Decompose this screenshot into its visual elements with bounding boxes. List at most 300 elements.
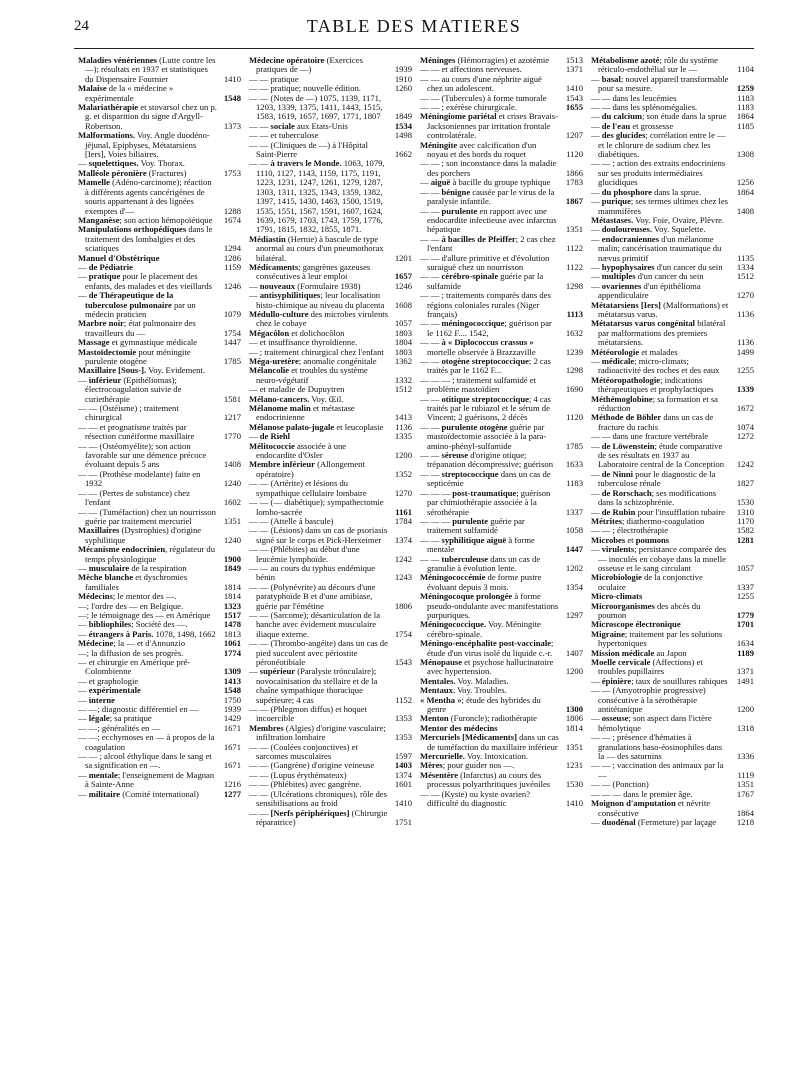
index-entry-page: 1785 xyxy=(565,440,583,451)
index-entry-text: — — (Ponction) xyxy=(591,779,649,790)
index-entry-text: — — pratique xyxy=(249,73,299,84)
index-entry-page: 1408 xyxy=(736,205,754,216)
index-entry-page: 1270 xyxy=(394,487,412,498)
index-entry-text: Météorologie et malades xyxy=(591,346,678,357)
index-entry-text: — ; traitement chirurgical chez l'enfant xyxy=(249,346,384,357)
index-entry-page: 1120 xyxy=(566,149,583,160)
index-entry xyxy=(249,583,412,611)
index-entry-page: 1671 xyxy=(223,741,241,752)
index-entry-page: 1413 xyxy=(394,412,412,423)
index-entry xyxy=(249,639,412,667)
index-entry xyxy=(78,272,241,291)
index-entry-text: Mentales. Voy. Maladies. xyxy=(420,675,509,686)
index-entry-text: — — (Gangrène) d'origine veineuse xyxy=(249,760,375,771)
index-entry-text: Menton (Furoncle); radiothérapie xyxy=(420,713,537,724)
index-entry xyxy=(78,508,241,527)
index-entry xyxy=(249,404,412,423)
index-entry-page: 1767 xyxy=(736,788,754,799)
index-entry-text: — — (Lésions) dans un cas de psoriasis signé sur le corps et Pick-Herxeimer xyxy=(249,525,388,545)
index-entry-text: — osseuse; son aspect dans l'ictère hémolytique xyxy=(591,713,712,733)
index-column-3 xyxy=(420,56,583,1078)
index-entry-page: 1633 xyxy=(565,459,583,470)
index-entry-text: Météoropathologie; indications thérapeutiques et prophylactiques xyxy=(591,374,714,395)
index-entry-text: — pratique pour le placement des enfants, des malades et des vieillards xyxy=(78,271,212,291)
index-entry-page: 1407 xyxy=(565,647,583,658)
index-entry xyxy=(591,75,754,94)
index-entry-page: 1512 xyxy=(736,271,754,282)
index-entry xyxy=(420,272,583,291)
index-entry xyxy=(78,790,241,799)
index-entry-text: Méningo-encéphalite post-vaccinale; étude d'un virus isolé du liquide c.-r. xyxy=(420,638,554,658)
index-entry xyxy=(420,112,583,140)
index-entry-page: 1351 xyxy=(736,779,754,790)
index-entry xyxy=(249,809,412,828)
index-entry-text: — — ; exérèse chirurgicale. xyxy=(420,102,517,113)
index-entry-text: Mentaux. Voy. Troubles. xyxy=(420,685,507,696)
index-entry-page: 1785 xyxy=(223,356,241,366)
index-entry-page: 1297 xyxy=(565,609,583,620)
index-entry xyxy=(591,376,754,395)
index-entry xyxy=(78,545,241,564)
index-entry-text: — — et tuberculose xyxy=(249,130,319,141)
index-entry-page: 1159 xyxy=(224,261,241,272)
index-entry xyxy=(591,131,754,159)
index-entry-text: — du phosphore dans la sprue. xyxy=(591,186,702,197)
index-entry xyxy=(249,263,412,282)
index-entry xyxy=(420,235,583,254)
index-entry-text: Malaise de la « médecine » expérimentale xyxy=(78,83,174,103)
index-entry-page: 1104 xyxy=(737,64,754,75)
index-entry-page: 1478 xyxy=(223,619,241,630)
index-entry xyxy=(78,573,241,592)
index-entry-page: 1601 xyxy=(394,779,412,790)
index-entry-page: 1864 xyxy=(736,807,754,818)
index-entry-text: Méga-uretère; anomalie congénitale xyxy=(249,356,377,366)
index-entry-page: 1774 xyxy=(223,647,241,658)
index-entry-text: Médullo-culture des microbes virulents chez le cobaye xyxy=(249,308,388,329)
index-entry-page: 1136 xyxy=(395,421,412,432)
index-entry-text: — de Riehl xyxy=(249,431,291,442)
index-entry xyxy=(591,235,754,263)
index-entry-page: 1690 xyxy=(565,384,583,395)
index-entry-text: Mélitococcie associée à une endocardite d'Osler xyxy=(249,440,347,461)
index-entry xyxy=(420,395,583,423)
index-entry-text: Mélanose palato-jugale et leucoplasie xyxy=(249,421,384,432)
index-entry-page: 1814 xyxy=(565,722,583,733)
index-entry xyxy=(591,733,754,761)
index-entry xyxy=(591,395,754,414)
index-entry-text: Mères; pour guider nos —. xyxy=(420,760,515,771)
index-entry xyxy=(591,282,754,301)
index-entry xyxy=(78,526,241,545)
index-entry-text: — de Rubin pour l'insufflation tubaire xyxy=(591,506,725,517)
index-entry-text: — — (Artérite) et lésions du sympathique cellulaire lombaire xyxy=(249,478,367,498)
index-entry-text: — — au cours d'une néphrite aiguë chez un adolescent. xyxy=(420,73,542,94)
index-entry-page: 1240 xyxy=(223,478,241,489)
index-entry xyxy=(591,442,754,470)
index-entry-page: 1804 xyxy=(394,337,412,348)
index-entry xyxy=(249,159,412,234)
index-entry-text: Mégacôlon et dolichocôlon xyxy=(249,327,345,338)
index-entry-text: — — à bacilles de Pfeiffer; 2 cas chez l'enfant xyxy=(420,233,556,254)
index-entry xyxy=(249,545,412,564)
index-column-1 xyxy=(78,56,241,1078)
index-entry-text: — épinière; taux de souillures rabiques xyxy=(591,675,728,686)
index-entry xyxy=(249,460,412,479)
index-entry-text: — — (Tuméfaction) chez un nourrisson guérie par traitement mercuriel xyxy=(78,506,216,526)
index-entry-page: 1512 xyxy=(394,384,412,395)
index-entry xyxy=(420,470,583,489)
index-entry-page: 1413 xyxy=(223,675,241,686)
index-entry xyxy=(591,159,754,187)
index-entry-page: 1543 xyxy=(394,657,412,667)
index-entry xyxy=(420,291,583,319)
index-entry-page: 1373 xyxy=(223,120,241,131)
index-entry-text: « Mentha »; étude des hybrides du genre xyxy=(420,694,541,715)
index-entry-text: — — (Cliniques de —) à l'Hôpital Saint-Pierre xyxy=(249,139,368,160)
index-entry-page: 1783 xyxy=(565,177,583,188)
index-entry xyxy=(78,658,241,677)
index-entry xyxy=(420,658,583,677)
index-entry xyxy=(78,348,241,367)
index-entry-page: 1867 xyxy=(565,196,583,207)
index-entry-text: Médiastin (Hernie) à bascule de type anormal au cours d'un pneumothorax bilatéral. xyxy=(249,233,384,263)
index-entry-page: 1256 xyxy=(736,177,754,188)
index-entry-text: Microbiologie de la conjonctive oculaire xyxy=(591,572,703,592)
index-entry-text: — — (Amyotrophie progressive) consécutive à la sérothérapie antitétanique xyxy=(591,685,706,715)
index-entry-page: 1351 xyxy=(223,515,241,526)
index-entry-page: 1202 xyxy=(565,562,583,573)
index-entry-page: 1288 xyxy=(223,205,241,216)
index-entry-page: 1751 xyxy=(394,816,412,827)
index-entry-text: Méningococcémie de forme pustre évoluant depuis 3 mois. xyxy=(420,572,542,592)
index-entry-text: Mission médicale au Japon xyxy=(591,647,687,658)
index-entry-page: 1753 xyxy=(223,167,241,178)
index-entry-page: 1136 xyxy=(737,337,754,348)
index-entry-page: 1074 xyxy=(736,421,754,432)
index-entry-text: — — — purulente guérie par traitement sulfamidé xyxy=(420,515,525,536)
index-entry-page: 1634 xyxy=(736,638,754,649)
index-entry xyxy=(591,630,754,649)
index-entry-page: 1779 xyxy=(736,609,754,620)
index-entry-text: Méningococcique. Voy. Méningite cérébro-spinale. xyxy=(420,619,541,639)
index-entry-text: — ovariennes d'un épithélioma appendiculaire xyxy=(591,280,701,301)
index-entry-text: —; la diffusion de ses progrès. xyxy=(78,647,184,658)
index-entry-text: — — (Coulées conjonctives) et sarcomes musculaires xyxy=(249,741,358,762)
index-entry-page: 1866 xyxy=(565,167,583,178)
index-entry-page: 1534 xyxy=(394,120,412,131)
index-entry-page: 1939 xyxy=(394,64,412,75)
index-entry-text: — — (Ostéisme) ; traitement chirurgical xyxy=(78,403,179,423)
index-entry-page: 1334 xyxy=(736,261,754,272)
index-entry-page: 1298 xyxy=(565,365,583,376)
index-entry-page: 1784 xyxy=(394,515,412,526)
index-entry-text: — des glucides; corrélation entre le — et le chlorure de sodium chez les diabétiques. xyxy=(591,130,726,160)
index-entry-page: 1353 xyxy=(394,713,412,724)
index-entry-text: Mélano-cancers. Voy. Œil. xyxy=(249,393,344,404)
index-entry-text: Médicaments; gangrènes gazeuses consécutives à leur emploi xyxy=(249,261,371,282)
index-entry-text: — basal; nouvel appareil transformable pour sa mesure. xyxy=(591,73,729,94)
index-entry xyxy=(249,743,412,762)
index-entry-text: — —; diagnostic différentiel en — xyxy=(78,704,199,715)
index-entry xyxy=(420,555,583,574)
index-entry xyxy=(249,705,412,724)
index-entry xyxy=(249,310,412,329)
index-entry xyxy=(78,771,241,790)
index-entry-page: 1351 xyxy=(565,224,583,235)
index-entry-text: — interne xyxy=(78,694,116,705)
index-entry xyxy=(420,319,583,338)
index-entry-text: — — dans les leucémies xyxy=(591,92,677,103)
index-entry xyxy=(78,131,241,159)
index-entry xyxy=(249,498,412,517)
index-entry-text: — bibliophiles; Société des —. xyxy=(78,619,188,630)
index-entry xyxy=(78,319,241,338)
index-entry-text: Microbes et poumons xyxy=(591,534,670,545)
index-entry xyxy=(78,442,241,470)
index-entry-page: 1849 xyxy=(223,562,241,573)
index-entry xyxy=(420,141,583,160)
index-entry xyxy=(249,291,412,310)
index-entry-text: — — (Pertes de substance) chez l'enfant xyxy=(78,487,190,508)
index-entry-page: 1447 xyxy=(223,337,241,348)
index-entry-text: — — ; son inconstance dans la maladie des porchers xyxy=(420,158,557,178)
index-entry-text: Métatarsus varus congénital bilatéral par malformations des premiers métatarsiens. xyxy=(591,318,726,348)
index-entry-page: 1061 xyxy=(223,638,241,649)
index-entry-page: 1272 xyxy=(736,431,754,442)
index-entry-page: 1429 xyxy=(223,713,241,724)
index-entry-page: 1239 xyxy=(565,346,583,357)
index-entry-page: 1498 xyxy=(394,130,412,141)
index-entry-text: — purique; ses termes ultimes chez les mammifères xyxy=(591,196,729,216)
index-entry xyxy=(591,357,754,376)
index-entry-text: — — ; électrothérapie xyxy=(591,525,669,536)
index-entry-text: Ménopause et psychose hallucinatoire avec hypertension. xyxy=(420,657,554,677)
index-entry-text: —; le témoignage des — en Amérique xyxy=(78,609,211,620)
index-entry-page: 1491 xyxy=(736,675,754,686)
index-entry-text: — — dans les splénomégalies. xyxy=(591,102,698,113)
index-entry-text: Manganèse; son action hémopoïétique xyxy=(78,214,213,225)
index-entry xyxy=(591,545,754,573)
index-entry-page: 1122 xyxy=(566,243,583,254)
index-entry-text: — — syphilitique aiguë à forme mentale xyxy=(420,534,535,555)
index-entry-text: Mélanome malin et métastase endocrinienne xyxy=(249,403,355,423)
index-entry-text: — — dans une fracture vertébrale xyxy=(591,431,709,442)
index-entry-text: — — bénigne causée par le virus de la paralysie infantile. xyxy=(420,186,555,207)
index-entry-text: — — ; action des extraits endocriniens sur ses produits intermédiaires glucidiques xyxy=(591,158,726,188)
index-entry-text: — — cérébro-spinale guérie par la sulfamide xyxy=(420,271,544,291)
index-entry-text: — inférieur (Epithéliomas); électrocoagulation suivie de curiethérapie xyxy=(78,374,182,404)
index-entry-text: — militaire (Comité international) xyxy=(78,788,199,799)
index-entry-text: Méningite avec calcification d'un noyau et des bords du roquet xyxy=(420,139,537,160)
index-entry xyxy=(420,357,583,376)
index-entry-text: — supérieur (Paralysie trónculaire); novocaïnisation du stellaire et de la chaîne sympathique thoracique supérieure; 4 cas xyxy=(249,666,378,705)
index-entry-text: Médecine; la — et d'Annunzio xyxy=(78,638,186,649)
page-header xyxy=(74,14,754,40)
index-entry-text: — — ; présence d'hématies à granulations baso-éosinophiles dans la — des saturnins xyxy=(591,732,723,762)
index-entry-page: 1217 xyxy=(223,412,241,423)
index-entry xyxy=(420,733,583,752)
index-entry-page: 1864 xyxy=(736,111,754,122)
index-entry-text: — étrangers à Paris. 1078, 1498, 1662 xyxy=(78,628,216,639)
index-entry-page: 1374 xyxy=(394,534,412,545)
index-entry-page: 1332 xyxy=(394,374,412,385)
index-entry xyxy=(249,56,412,75)
index-entry-page: 1119 xyxy=(737,769,754,780)
index-entry-text: — antisyphilitiques; leur localisation histo-chimique au niveau du placenta xyxy=(249,290,385,310)
index-entry-page: 1517 xyxy=(223,609,241,620)
index-entry-page: 1403 xyxy=(394,760,412,771)
index-entry-page: 1200 xyxy=(394,450,412,461)
index-entry-text: — — et prognatisme traités par résection cunéiforme maxillaire xyxy=(78,421,195,442)
index-entry xyxy=(420,338,583,357)
index-entry-text: Médecine opératoire (Exercices pratiques de —) xyxy=(249,56,363,75)
index-entry xyxy=(420,207,583,235)
index-entry-text: — — (Notes de —) 1075, 1139, 1171, 1203, 1339, 1375, 1411, 1443, 1515, 1583, 1619, 1657, 1697, 1771, 1807 xyxy=(249,92,383,122)
index-entry-text: Méningiome pariétal et crises Bravais-Jacksoniennes par irritation frontale controlatérale. xyxy=(420,111,558,141)
index-entry xyxy=(78,376,241,404)
index-entry xyxy=(249,564,412,583)
index-entry-page: 1242 xyxy=(736,459,754,470)
index-entry xyxy=(420,573,583,592)
index-entry xyxy=(420,639,583,658)
index-entry-text: — musculaire de la respiration xyxy=(78,562,187,573)
index-entry xyxy=(420,376,583,395)
index-entry-text: Métastases. Voy. Foie, Ovaire, Plèvre. xyxy=(591,214,725,225)
index-entry xyxy=(78,178,241,216)
index-column-4 xyxy=(591,56,754,1078)
index-entry-text: — — (Phlébites) au début d'une leucémie lymphoïde. xyxy=(249,544,360,564)
index-entry-page: 1255 xyxy=(736,591,754,602)
index-entry-text: — — (Prothèse modelante) faite en 1932 xyxy=(78,468,201,489)
index-entry-text: — — — dans le premier âge. xyxy=(591,788,693,799)
index-entry-page: 1113 xyxy=(566,308,583,319)
index-entry-text: — — (Thrombo-angéite) dans un cas de pied succulent avec périostite péronéotibiale xyxy=(249,638,388,667)
index-entry-page: 1813 xyxy=(223,628,241,639)
index-entry-page: 1318 xyxy=(736,722,754,733)
index-entry-text: — squelettiques. Voy. Thorax. xyxy=(78,158,185,169)
index-entry-text: — — ; vaccination des animaux par la — xyxy=(591,760,724,780)
index-entry xyxy=(591,573,754,592)
index-entry-text: — du calcium; son étude dans la sprue xyxy=(591,111,727,122)
index-entry-page: 1750 xyxy=(223,694,241,705)
index-entry-page: 1674 xyxy=(223,214,241,225)
index-entry-page: 1246 xyxy=(394,280,412,291)
index-entry-text: — légale; sa pratique xyxy=(78,713,152,724)
index-entry-text: Malformations. Voy. Angle duodéno-jéjunal, Epiphyses, Métatarsiens [Iers], Voies biliaires. xyxy=(78,130,210,160)
index-entry-text: — mentale; l'enseignement de Magnan à Sainte-Anne xyxy=(78,769,215,790)
index-entry-page: 1447 xyxy=(565,544,583,555)
index-entry xyxy=(249,479,412,498)
index-entry-page: 1672 xyxy=(736,403,754,414)
index-entry-page: 1170 xyxy=(737,515,754,526)
index-entry-page: 1122 xyxy=(566,261,583,272)
index-entry-page: 1079 xyxy=(223,308,241,319)
index-entry-page: 1058 xyxy=(565,525,583,536)
index-entry xyxy=(249,611,412,639)
index-entry-page: 1189 xyxy=(737,647,754,658)
index-entry-page: 1286 xyxy=(223,252,241,263)
index-entry xyxy=(249,526,412,545)
index-entry-text: — — méningococcique; guérison par le 1162 F.... 1542, xyxy=(420,318,552,338)
index-entry xyxy=(591,56,754,75)
index-entry-page: 1354 xyxy=(565,581,583,592)
index-entry-page: 1135 xyxy=(737,252,754,263)
index-entry xyxy=(249,366,412,385)
index-entry-text: —; l'ordre des — en Belgique. xyxy=(78,600,184,611)
index-entry-page: 1353 xyxy=(394,732,412,743)
index-entry-text: — —; ecchymoses en — à propos de la coagulation xyxy=(78,732,215,752)
index-entry-page: 1260 xyxy=(394,83,412,94)
index-entry-text: Méninges (Hémorragies) et azotémie xyxy=(420,56,550,65)
index-entry-text: — médicale; micro-climats; radioactivité des roches et des eaux xyxy=(591,356,720,376)
index-entry-page: 1207 xyxy=(565,130,583,141)
index-entry-page: 1806 xyxy=(565,713,583,724)
index-entry-page: 1374 xyxy=(394,769,412,780)
index-entry-page: 1410 xyxy=(223,73,241,84)
index-entry-page: 1827 xyxy=(736,478,754,489)
index-entry xyxy=(420,188,583,207)
index-entry-text: — — à travers le Monde. 1063, 1079, 1110, 1127, 1143, 1159, 1175, 1191, 1223, 1231, 1247, 1261, 1279, 1287, 1303, 1311, 1325, 1343, 1359, 1382, 1397, 1415, 1430, 1463, 1500, 1519, 1535, 1551, 1567, 1591, 1607, 1624, 1639, 1679, 1703, 1743, 1759, 1776, 1791, 1815, 1832, 1855, 1871. xyxy=(249,158,385,235)
index-entry-text: — aiguë à bacille du groupe typhique xyxy=(420,177,551,188)
index-entry-page: 1408 xyxy=(223,459,241,470)
index-entry-page: 1183 xyxy=(566,478,583,489)
index-entry-text: Mélancolie et troubles du système neuro-végétatif xyxy=(249,365,368,385)
index-entry-page: 1323 xyxy=(223,600,241,611)
index-entry-page: 1543 xyxy=(565,92,583,103)
index-entry-page: 1701 xyxy=(736,619,754,630)
index-entry-text: — — (Attelle à bascule) xyxy=(249,515,334,526)
index-entry-text: Moelle cervicale (Affections) et troubles pupillaires xyxy=(591,657,703,677)
index-entry-text: — — (Ulcérations chroniques), rôle des sensibilisations au froid xyxy=(249,788,387,809)
index-entry-page: 1655 xyxy=(565,102,583,113)
index-entry-page: 1216 xyxy=(223,779,241,790)
index-entry-page: 1864 xyxy=(736,186,754,197)
index-entry-page: 1200 xyxy=(736,704,754,715)
index-entry-page: 1910 xyxy=(394,73,412,84)
index-entry-page: 1410 xyxy=(565,798,583,809)
index-entry-text: — nouveaux (Formulaire 1938) xyxy=(249,280,361,291)
index-entry-page: 1242 xyxy=(394,553,412,564)
index-entry-page: 1671 xyxy=(223,722,241,733)
index-entry-page: 1814 xyxy=(223,581,241,592)
index-entry xyxy=(249,790,412,809)
index-entry-page: 1136 xyxy=(737,308,754,319)
index-entry-text: — — pratique; nouvelle édition. xyxy=(249,83,361,94)
index-entry-page: 1754 xyxy=(394,628,412,639)
index-entry-page: 1057 xyxy=(736,562,754,573)
index-entry xyxy=(249,724,412,743)
index-entry-text: — — streptococcique dans un cas de septicémie xyxy=(420,468,551,489)
index-entry-text: Métrites; diathermo-coagulation xyxy=(591,515,705,526)
index-entry-text: Maxillaire [Sous-]. Voy. Evidement. xyxy=(78,365,205,376)
index-entry-text: — — d'allure primitive et d'évolution suraiguë chez un nourrisson xyxy=(420,252,550,272)
index-entry-page: 1632 xyxy=(565,327,583,338)
index-entry xyxy=(78,470,241,489)
index-entry-text: Méthémoglobine; sa formation et sa réduction xyxy=(591,393,718,414)
index-entry-text: — — tuberculeuse dans un cas de granulie à évolution lente. xyxy=(420,553,541,573)
index-entry-page: 1803 xyxy=(394,346,412,357)
index-entry-text: — — (Polynévrite) au décours d'une paratyphoïde B et d'une amibiase, guérie par l'émétine xyxy=(249,581,376,611)
index-entry-page: 1513 xyxy=(565,56,583,65)
index-entry-page: 1185 xyxy=(737,120,754,131)
index-entry-text: — de Rorschach; ses modifications dans la schizophrénie. xyxy=(591,487,717,508)
page-title: TABLE DES MATIERES xyxy=(306,16,522,36)
index-entry-page: 1298 xyxy=(565,280,583,291)
index-entry-text: Médecins; le mentor des —. xyxy=(78,591,177,602)
index-entry-page: 1200 xyxy=(565,666,583,677)
index-entry xyxy=(591,301,754,320)
